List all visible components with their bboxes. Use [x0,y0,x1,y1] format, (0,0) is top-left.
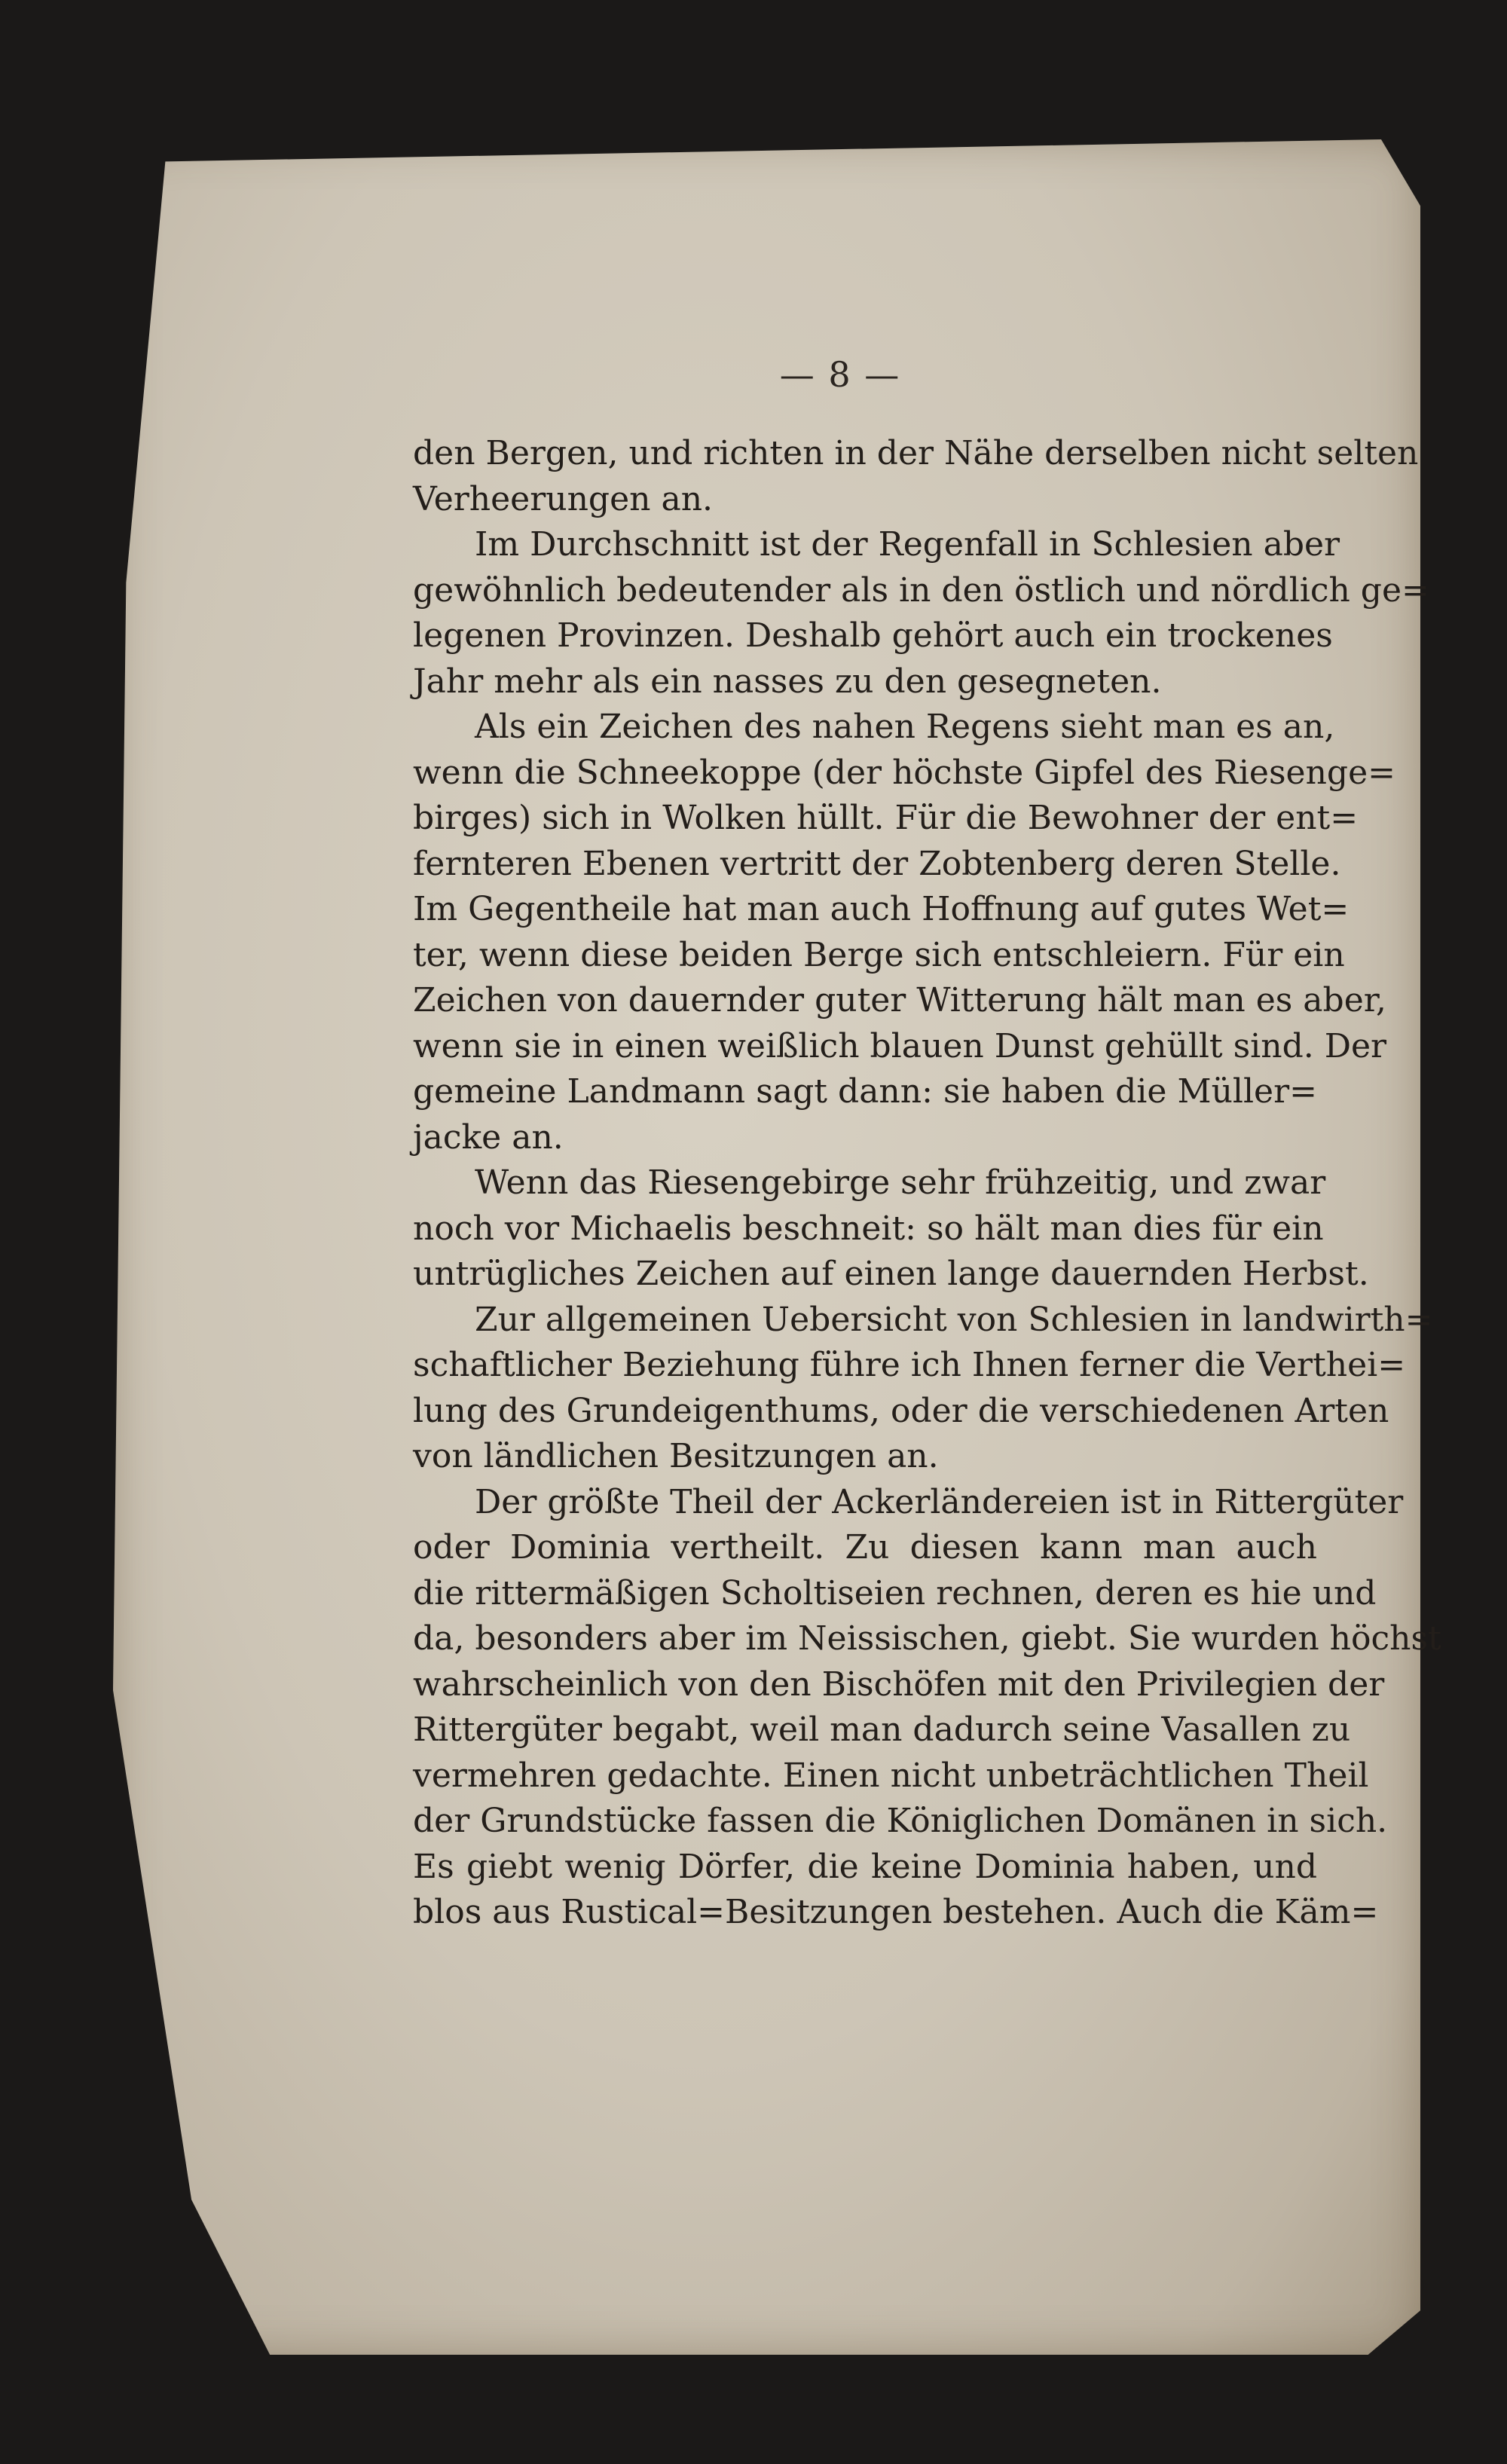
text-line: Wenn das Riesengebirge sehr frühzeitig, und zwar [475,1163,1326,1202]
text-line: da, besonders aber im Neissischen, giebt. Sie wurden höchst [413,1619,1441,1658]
text-line: legenen Provinzen. Deshalb gehört auch ein trockenes [413,616,1333,655]
text-line: von ländlichen Besitzungen an. [413,1437,939,1475]
text-line: vermehren gedachte. Einen nicht unbeträchtlichen Theil [413,1756,1369,1795]
text-line: gemeine Landmann sagt dann: sie haben die Müller= [413,1072,1317,1111]
text-line: die rittermäßigen Scholtiseien rechnen, deren es hie und [413,1573,1377,1613]
text-line: Es giebt wenig Dörfer, die keine Dominia haben, und [413,1847,1317,1886]
text-line: Zeichen von dauernder guter Witterung hält man es aber, [413,981,1386,1020]
text-line: lung des Grundeigenthums, oder die verschiedenen Arten [413,1391,1389,1430]
text-line: ter, wenn diese beiden Berge sich entschleiern. Für ein [413,935,1345,974]
text-line: den Bergen, und richten in der Nähe derselben nicht selten [413,434,1419,472]
text-line: wenn die Schneekoppe (der höchste Gipfel des Riesenge= [413,753,1395,792]
text-line: der Grundstücke fassen die Königlichen Domänen in sich. [413,1802,1388,1840]
text-line: Verheerungen an. [413,479,714,518]
text-line: noch vor Michaelis beschneit: so hält man dies für ein [413,1209,1324,1248]
text-line: fernteren Ebenen vertritt der Zobtenberg deren Stelle. [413,844,1341,883]
text-line: Zur allgemeinen Uebersicht von Schlesien in landwirth= [475,1300,1433,1339]
text-line: birges) sich in Wolken hüllt. Für die Bewohner der ent= [413,799,1359,837]
text-line: untrügliches Zeichen auf einen lange dauernden Herbst. [413,1255,1369,1293]
text-line: Der größte Theil der Ackerländereien ist in Rittergüter [475,1482,1404,1521]
text-line: Rittergüter begabt, weil man dadurch seine Vasallen zu [413,1710,1351,1749]
text-line: Als ein Zeichen des nahen Regens sieht man es an, [475,708,1335,746]
text-line: schaftlicher Beziehung führe ich Ihnen ferner die Verthei= [413,1346,1406,1384]
text-line: Im Durchschnitt ist der Regenfall in Schlesien aber [475,525,1340,564]
body-text [413,431,1441,1936]
text-line: jacke an. [413,1117,564,1157]
page-number: — 8 — [779,354,901,395]
text-line: wenn sie in einen weißlich blauen Dunst gehüllt sind. Der [413,1026,1387,1065]
text-line: Im Gegentheile hat man auch Hoffnung auf gutes Wet= [413,890,1350,928]
text-line: blos aus Rustical=Besitzungen bestehen. Auch die Käm= [413,1893,1379,1931]
text-line: gewöhnlich bedeutender als in den östlich und nördlich ge= [413,570,1429,610]
text-line: oder Dominia vertheilt. Zu diesen kann man auch [413,1528,1317,1567]
text-line: Jahr mehr als ein nasses zu den gesegneten. [413,662,1162,701]
text-line: wahrscheinlich von den Bischöfen mit den Privilegien der [413,1665,1385,1704]
